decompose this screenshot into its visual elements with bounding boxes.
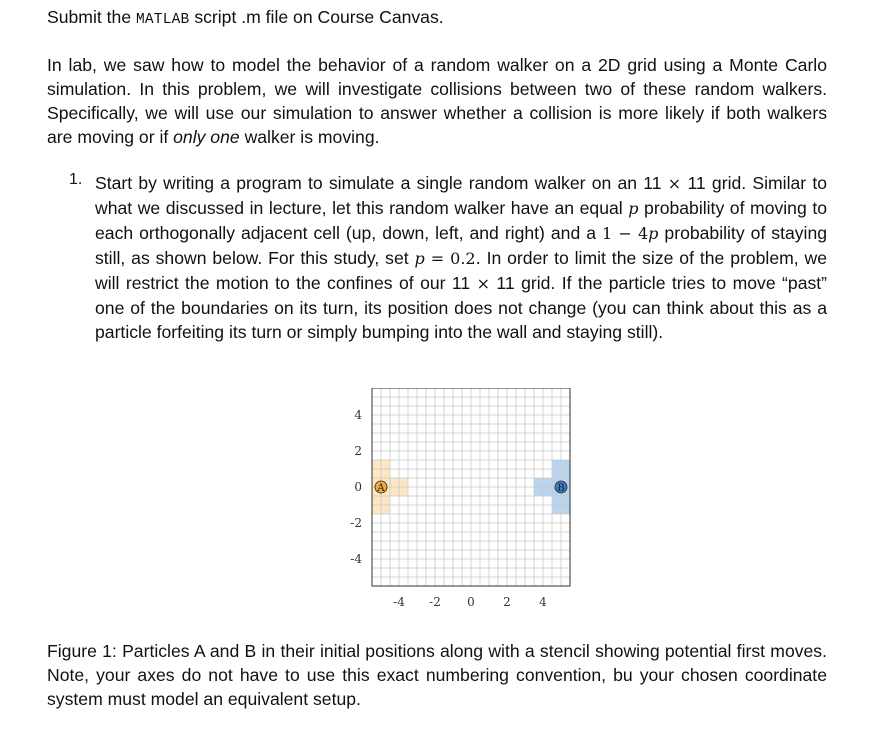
item-1-text: Start by writing a program to simulate a single random walker on an 11 × 11 grid. Similar to what we discussed in lecture, let this random walker have an equal p probability of moving to each orthogonally adjacent cell (up, down, left, and right) and a 1 − 4p probability of staying still, as shown below. For this study, set p = 0.2. In order to limit the size of the problem, we will restrict the motion to the confines of our 11 × 11 grid. If the particle tries to move “past” one of the boundaries on its turn, its position does not change (you can think about this as a particle forfeiting its turn or simply bumping into the wall and staying still). [95, 173, 828, 342]
matlab-code-text: MATLAB [136, 12, 190, 28]
y-tick-label: -2 [350, 516, 362, 530]
figure-grid [309, 388, 629, 618]
y-tick-label: 4 [354, 408, 362, 422]
x-tick-label: -4 [393, 595, 405, 609]
particle-a-label: A [377, 483, 385, 494]
figure-caption: Figure 1: Particles A and B in their initial positions along with a stencil showing potential first moves. Note, your axes do not have to use this exact numbering convention, bu your chosen coordinate system must model an equivalent setup. [47, 641, 827, 709]
y-tick-label: -4 [350, 552, 362, 566]
particle-b-label: B [557, 483, 565, 494]
y-tick-label: 2 [354, 444, 362, 458]
grid-plot [309, 388, 629, 618]
emphasis-only-one: only one [173, 127, 240, 147]
y-tick-label: 0 [354, 480, 362, 494]
item-number: 1. [69, 171, 83, 188]
x-tick-label: 4 [539, 595, 547, 609]
list-item-1 [69, 171, 827, 344]
x-tick-label: 0 [467, 595, 475, 609]
intro-paragraph: In lab, we saw how to model the behavior of a random walker on a 2D grid using a Monte Carlo simulation. In this problem, we will investigate collisions between two of these random walkers. Specifically, we will use our simulation to answer whether a collision is more likely if both walkers are moving or if only one walker is moving. [47, 55, 827, 147]
submission-instruction: Submit the MATLAB script .m file on Course Canvas. [47, 7, 444, 28]
x-tick-label: -2 [429, 595, 441, 609]
x-tick-label: 2 [503, 595, 511, 609]
